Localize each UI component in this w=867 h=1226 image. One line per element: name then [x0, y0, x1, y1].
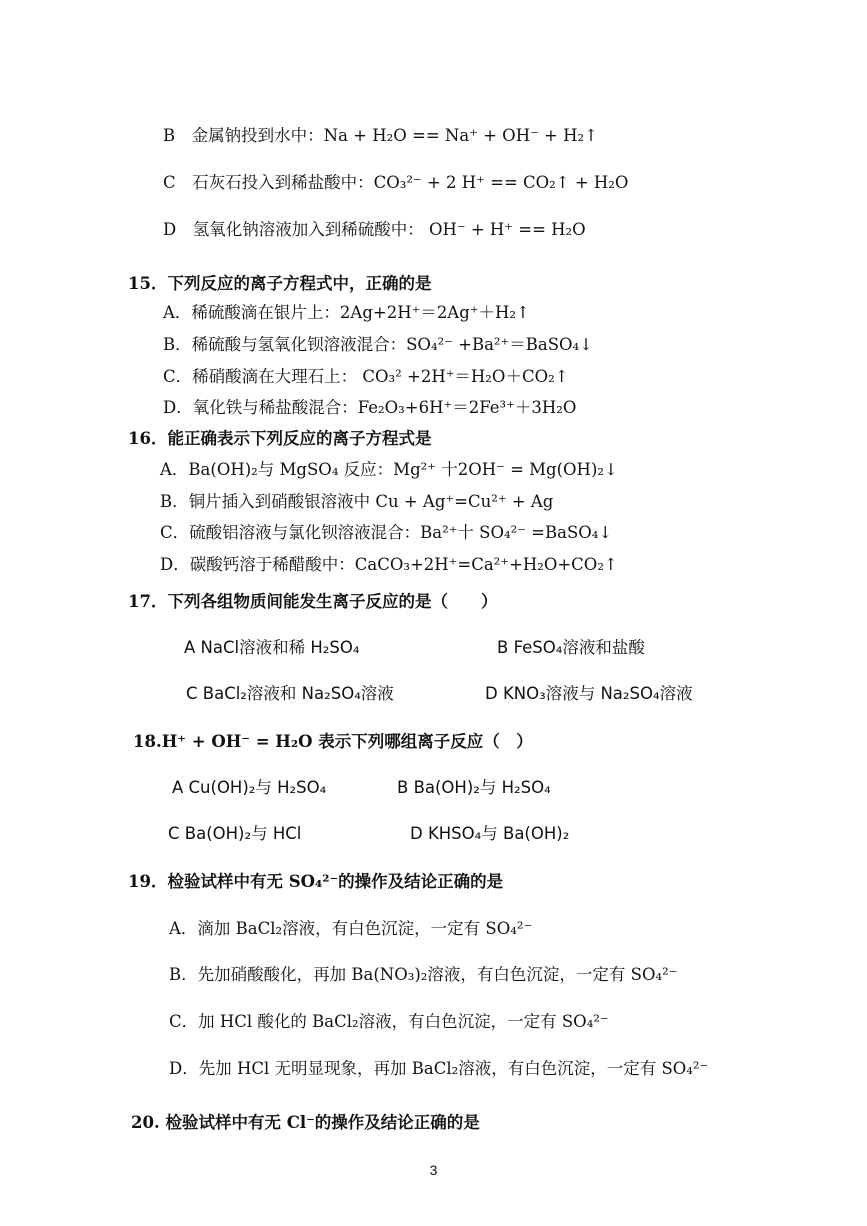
- question-17-option-c: C BaCl₂溶液和 Na₂SO₄溶液: [186, 684, 394, 703]
- question-19-option-b: B．先加硝酸酸化，再加 Ba(NO₃)₂溶液，有白色沉淀，一定有 SO₄²⁻: [169, 965, 678, 984]
- question-18-option-d: D KHSO₄与 Ba(OH)₂: [410, 824, 570, 843]
- question-19-option-c: C．加 HCl 酸化的 BaCl₂溶液，有白色沉淀，一定有 SO₄²⁻: [169, 1012, 609, 1031]
- question-17-option-b: B FeSO₄溶液和盐酸: [497, 638, 645, 657]
- question-17-option-d: D KNO₃溶液与 Na₂SO₄溶液: [485, 684, 693, 703]
- question-19-option-a: A．滴加 BaCl₂溶液，有白色沉淀，一定有 SO₄²⁻: [169, 919, 533, 938]
- question-15-option-d: D．氧化铁与稀盐酸混合：Fe₂O₃+6H⁺＝2Fe³⁺＋3H₂O: [163, 398, 577, 417]
- question-15-option-a: A．稀硫酸滴在银片上：2Ag+2H⁺＝2Ag⁺＋H₂↑: [163, 303, 530, 322]
- question-16: 16．能正确表示下列反应的离子方程式是: [128, 429, 432, 448]
- question-19: 19．检验试样中有无 SO₄²⁻的操作及结论正确的是: [128, 872, 504, 891]
- question-16-option-b: B．铜片插入到硝酸银溶液中 Cu + Ag⁺=Cu²⁺ + Ag: [160, 492, 554, 511]
- question-18-option-c: C Ba(OH)₂与 HCl: [168, 824, 302, 843]
- question-18-option-a: A Cu(OH)₂与 H₂SO₄: [172, 778, 327, 797]
- question-18-option-b: B Ba(OH)₂与 H₂SO₄: [397, 778, 551, 797]
- question-15: 15．下列反应的离子方程式中，正确的是: [128, 274, 432, 293]
- question-19-option-d: D．先加 HCl 无明显现象，再加 BaCl₂溶液，有白色沉淀，一定有 SO₄²⁻: [169, 1059, 709, 1078]
- question-15-option-b: B．稀硫酸与氢氧化钡溶液混合：SO₄²⁻ +Ba²⁺＝BaSO₄↓: [163, 335, 593, 354]
- question-16-option-c: C．硫酸铝溶液与氯化钡溶液混合：Ba²⁺十 SO₄²⁻ =BaSO₄↓: [160, 523, 613, 542]
- question-20: 20. 检验试样中有无 Cl⁻的操作及结论正确的是: [131, 1113, 480, 1132]
- option-b-sodium-water: B 金属钠投到水中：Na + H₂O == Na⁺ + OH⁻ + H₂↑: [163, 126, 598, 145]
- option-d-naoh-h2so4: D 氢氧化钠溶液加入到稀硫酸中： OH⁻ + H⁺ == H₂O: [163, 220, 586, 239]
- question-15-option-c: C．稀硝酸滴在大理石上： CO₃² +2H⁺＝H₂O＋CO₂↑: [163, 367, 569, 386]
- question-16-option-d: D．碳酸钙溶于稀醋酸中：CaCO₃+2H⁺=Ca²⁺+H₂O+CO₂↑: [160, 555, 618, 574]
- question-17-option-a: A NaCl溶液和稀 H₂SO₄: [184, 638, 360, 657]
- page-number: 3: [429, 1162, 438, 1178]
- question-17: 17．下列各组物质间能发生离子反应的是（ ）: [128, 592, 498, 611]
- question-16-option-a: A．Ba(OH)₂与 MgSO₄ 反应：Mg²⁺ 十2OH⁻ = Mg(OH)₂↓: [160, 460, 618, 479]
- question-18: 18.H⁺ + OH⁻ = H₂O 表示下列哪组离子反应（ ）: [133, 732, 533, 751]
- option-c-limestone-hcl: C 石灰石投入到稀盐酸中：CO₃²⁻ + 2 H⁺ == CO₂↑ + H₂O: [163, 173, 629, 192]
